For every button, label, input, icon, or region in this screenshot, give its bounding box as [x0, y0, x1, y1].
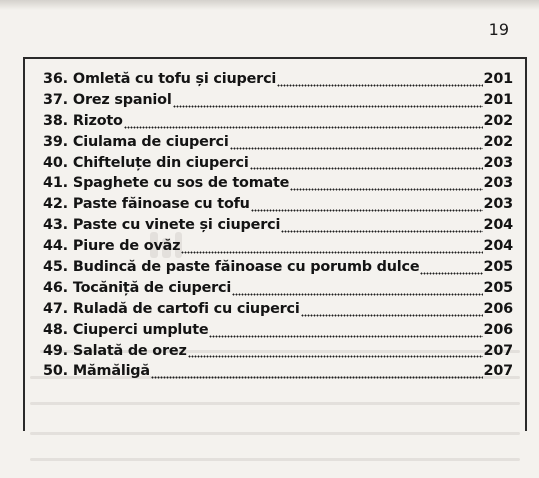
toc-entry [43, 196, 513, 217]
entry-number: 44. [43, 238, 68, 255]
page-top-shadow [0, 0, 539, 10]
toc-entry [43, 113, 513, 134]
entry-title: Ciulama de ciuperci [72, 133, 229, 150]
entry-number: 48. [43, 321, 68, 338]
toc-entry [43, 343, 513, 364]
dot-leader [232, 293, 482, 296]
dot-leader [251, 209, 483, 212]
toc-entry [43, 134, 513, 155]
entry-page: 207 [483, 363, 513, 380]
toc-entry [43, 71, 513, 92]
entry-title: Salată de orez [72, 342, 187, 359]
entry-number: 46. [43, 279, 68, 296]
table-of-contents [43, 71, 513, 384]
entry-title: Paste cu vinete și ciuperci [72, 217, 281, 234]
entry-title: Ciuperci umplute [72, 321, 209, 338]
entry-number: 39. [43, 133, 68, 150]
entry-page: 203 [483, 175, 513, 192]
toc-entry [43, 280, 513, 301]
entry-number: 40. [43, 154, 68, 171]
entry-title: Omletă cu tofu și ciuperci [72, 71, 277, 87]
dot-leader [250, 167, 483, 170]
entry-title: Budincă de paste făinoase cu porumb dulce [72, 259, 420, 276]
toc-entry [43, 322, 513, 343]
dot-leader [209, 335, 482, 338]
toc-entry [43, 217, 513, 238]
dot-leader [420, 272, 482, 275]
entry-number: 36. [43, 71, 68, 87]
dot-leader [230, 147, 483, 150]
entry-page: 205 [483, 279, 513, 296]
entry-page: 204 [483, 217, 513, 234]
dot-leader [301, 314, 483, 317]
toc-entry [43, 155, 513, 176]
entry-page: 201 [483, 71, 513, 87]
entry-page: 203 [483, 196, 513, 213]
entry-page: 201 [483, 91, 513, 108]
entry-number: 38. [43, 112, 68, 129]
entry-number: 50. [43, 363, 68, 380]
entry-page: 206 [483, 300, 513, 317]
toc-entry [43, 301, 513, 322]
page-number: 19 [488, 20, 509, 39]
entry-title: Piure de ovăz [72, 238, 181, 255]
dot-leader [151, 376, 483, 379]
dot-leader [281, 230, 482, 233]
toc-entry [43, 92, 513, 113]
entry-page: 202 [483, 133, 513, 150]
entry-title: Orez spaniol [72, 91, 172, 108]
entry-title: Mămăligă [72, 363, 150, 380]
dot-leader [290, 188, 482, 191]
entry-number: 42. [43, 196, 68, 213]
entry-page: 205 [483, 259, 513, 276]
entry-page: 206 [483, 321, 513, 338]
dot-leader [124, 126, 483, 129]
entry-title: Rizoto [72, 112, 123, 129]
entry-page: 202 [483, 112, 513, 129]
entry-number: 45. [43, 259, 68, 276]
entry-title: Chifteluțe din ciuperci [72, 154, 249, 171]
entry-number: 41. [43, 175, 68, 192]
dot-leader [188, 355, 483, 358]
toc-entry [43, 238, 513, 259]
entry-number: 49. [43, 342, 68, 359]
dot-leader [181, 251, 482, 254]
toc-entry [43, 363, 513, 384]
entry-title: Spaghete cu sos de tomate [72, 175, 290, 192]
entry-title: Tocăniță de ciuperci [72, 279, 232, 296]
entry-title: Paste făinoase cu tofu [72, 196, 250, 213]
entry-number: 37. [43, 91, 68, 108]
toc-entry [43, 259, 513, 280]
entry-title: Ruladă de cartofi cu ciuperci [72, 300, 300, 317]
toc-entry [43, 175, 513, 196]
entry-page: 203 [483, 154, 513, 171]
dot-leader [173, 105, 483, 108]
dot-leader [277, 84, 482, 87]
entry-page: 204 [483, 238, 513, 255]
entry-page: 207 [483, 342, 513, 359]
entry-number: 47. [43, 300, 68, 317]
entry-number: 43. [43, 217, 68, 234]
